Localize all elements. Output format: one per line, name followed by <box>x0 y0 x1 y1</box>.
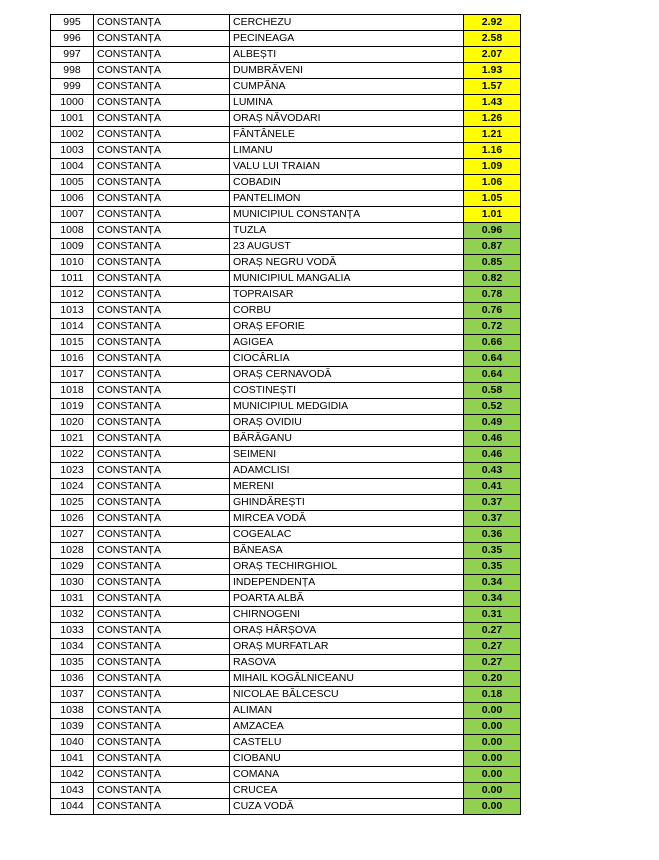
locality-cell: CUMPĂNA <box>230 79 464 95</box>
county-cell: CONSTANȚA <box>94 127 230 143</box>
county-cell: CONSTANȚA <box>94 575 230 591</box>
score-cell: 0.46 <box>464 447 521 463</box>
table-row <box>51 607 521 623</box>
row-number-cell: 1022 <box>51 447 94 463</box>
score-cell: 0.27 <box>464 623 521 639</box>
row-number-cell: 1027 <box>51 527 94 543</box>
locality-cell: COGEALAC <box>230 527 464 543</box>
locality-cell: MUNICIPIUL MEDGIDIA <box>230 399 464 415</box>
table-row <box>51 431 521 447</box>
table-row <box>51 47 521 63</box>
score-cell: 0.27 <box>464 655 521 671</box>
table-row <box>51 223 521 239</box>
locality-cell: ALBEȘTI <box>230 47 464 63</box>
county-cell: CONSTANȚA <box>94 143 230 159</box>
table-row <box>51 287 521 303</box>
row-number-cell: 1000 <box>51 95 94 111</box>
locality-cell: CUZA VODĂ <box>230 799 464 815</box>
table-row <box>51 383 521 399</box>
score-cell: 1.09 <box>464 159 521 175</box>
county-cell: CONSTANȚA <box>94 111 230 127</box>
row-number-cell: 1034 <box>51 639 94 655</box>
score-cell: 0.64 <box>464 367 521 383</box>
row-number-cell: 1003 <box>51 143 94 159</box>
row-number-cell: 1012 <box>51 287 94 303</box>
row-number-cell: 1024 <box>51 479 94 495</box>
row-number-cell: 1031 <box>51 591 94 607</box>
county-cell: CONSTANȚA <box>94 703 230 719</box>
score-cell: 0.87 <box>464 239 521 255</box>
row-number-cell: 1015 <box>51 335 94 351</box>
table-row <box>51 559 521 575</box>
county-cell: CONSTANȚA <box>94 783 230 799</box>
score-cell: 0.00 <box>464 703 521 719</box>
county-cell: CONSTANȚA <box>94 15 230 31</box>
score-cell: 0.00 <box>464 799 521 815</box>
locality-cell: ORAȘ NEGRU VODĂ <box>230 255 464 271</box>
score-cell: 0.85 <box>464 255 521 271</box>
table-row <box>51 63 521 79</box>
row-number-cell: 998 <box>51 63 94 79</box>
table-row <box>51 351 521 367</box>
score-cell: 0.31 <box>464 607 521 623</box>
table-row <box>51 799 521 815</box>
row-number-cell: 1002 <box>51 127 94 143</box>
row-number-cell: 996 <box>51 31 94 47</box>
locality-cell: PANTELIMON <box>230 191 464 207</box>
table-row <box>51 751 521 767</box>
row-number-cell: 997 <box>51 47 94 63</box>
county-cell: CONSTANȚA <box>94 31 230 47</box>
table-row <box>51 735 521 751</box>
table-row <box>51 367 521 383</box>
county-cell: CONSTANȚA <box>94 655 230 671</box>
table-row <box>51 191 521 207</box>
score-cell: 0.34 <box>464 591 521 607</box>
score-cell: 0.35 <box>464 559 521 575</box>
locality-cell: FÂNTÂNELE <box>230 127 464 143</box>
score-cell: 1.01 <box>464 207 521 223</box>
table-row <box>51 399 521 415</box>
locality-cell: MUNICIPIUL MANGALIA <box>230 271 464 287</box>
locality-cell: CHIRNOGENI <box>230 607 464 623</box>
ranking-table <box>50 14 521 815</box>
county-cell: CONSTANȚA <box>94 159 230 175</box>
row-number-cell: 1017 <box>51 367 94 383</box>
locality-cell: 23 AUGUST <box>230 239 464 255</box>
locality-cell: NICOLAE BĂLCESCU <box>230 687 464 703</box>
county-cell: CONSTANȚA <box>94 751 230 767</box>
county-cell: CONSTANȚA <box>94 543 230 559</box>
score-cell: 0.37 <box>464 511 521 527</box>
table-row <box>51 511 521 527</box>
row-number-cell: 1014 <box>51 319 94 335</box>
county-cell: CONSTANȚA <box>94 63 230 79</box>
county-cell: CONSTANȚA <box>94 255 230 271</box>
locality-cell: SEIMENI <box>230 447 464 463</box>
table-row <box>51 495 521 511</box>
row-number-cell: 1007 <box>51 207 94 223</box>
table-row <box>51 543 521 559</box>
row-number-cell: 1020 <box>51 415 94 431</box>
table-row <box>51 463 521 479</box>
county-cell: CONSTANȚA <box>94 207 230 223</box>
locality-cell: CERCHEZU <box>230 15 464 31</box>
table-row <box>51 687 521 703</box>
table-row <box>51 671 521 687</box>
locality-cell: VALU LUI TRAIAN <box>230 159 464 175</box>
score-cell: 1.57 <box>464 79 521 95</box>
row-number-cell: 1043 <box>51 783 94 799</box>
table-row <box>51 479 521 495</box>
row-number-cell: 1038 <box>51 703 94 719</box>
row-number-cell: 1013 <box>51 303 94 319</box>
locality-cell: COMANA <box>230 767 464 783</box>
row-number-cell: 1036 <box>51 671 94 687</box>
county-cell: CONSTANȚA <box>94 47 230 63</box>
score-cell: 1.06 <box>464 175 521 191</box>
row-number-cell: 1016 <box>51 351 94 367</box>
locality-cell: CRUCEA <box>230 783 464 799</box>
county-cell: CONSTANȚA <box>94 351 230 367</box>
score-cell: 1.16 <box>464 143 521 159</box>
table-row <box>51 271 521 287</box>
row-number-cell: 1033 <box>51 623 94 639</box>
score-cell: 0.78 <box>464 287 521 303</box>
locality-cell: COSTINEȘTI <box>230 383 464 399</box>
score-cell: 2.07 <box>464 47 521 63</box>
locality-cell: MIRCEA VODĂ <box>230 511 464 527</box>
locality-cell: MIHAIL KOGĂLNICEANU <box>230 671 464 687</box>
locality-cell: ORAȘ NĂVODARI <box>230 111 464 127</box>
locality-cell: INDEPENDENȚA <box>230 575 464 591</box>
table-row <box>51 15 521 31</box>
county-cell: CONSTANȚA <box>94 607 230 623</box>
locality-cell: CASTELU <box>230 735 464 751</box>
score-cell: 0.46 <box>464 431 521 447</box>
row-number-cell: 1021 <box>51 431 94 447</box>
score-cell: 0.66 <box>464 335 521 351</box>
row-number-cell: 1041 <box>51 751 94 767</box>
row-number-cell: 1030 <box>51 575 94 591</box>
row-number-cell: 1001 <box>51 111 94 127</box>
county-cell: CONSTANȚA <box>94 639 230 655</box>
locality-cell: MERENI <box>230 479 464 495</box>
county-cell: CONSTANȚA <box>94 223 230 239</box>
county-cell: CONSTANȚA <box>94 671 230 687</box>
score-cell: 2.92 <box>464 15 521 31</box>
county-cell: CONSTANȚA <box>94 447 230 463</box>
locality-cell: LIMANU <box>230 143 464 159</box>
row-number-cell: 1028 <box>51 543 94 559</box>
county-cell: CONSTANȚA <box>94 175 230 191</box>
locality-cell: BĂRĂGANU <box>230 431 464 447</box>
row-number-cell: 1009 <box>51 239 94 255</box>
county-cell: CONSTANȚA <box>94 287 230 303</box>
locality-cell: CIOBANU <box>230 751 464 767</box>
county-cell: CONSTANȚA <box>94 383 230 399</box>
score-cell: 0.00 <box>464 767 521 783</box>
table-row <box>51 255 521 271</box>
table-row <box>51 591 521 607</box>
row-number-cell: 1023 <box>51 463 94 479</box>
score-cell: 0.00 <box>464 735 521 751</box>
locality-cell: ORAȘ CERNAVODĂ <box>230 367 464 383</box>
county-cell: CONSTANȚA <box>94 95 230 111</box>
locality-cell: RASOVA <box>230 655 464 671</box>
row-number-cell: 1008 <box>51 223 94 239</box>
row-number-cell: 1029 <box>51 559 94 575</box>
score-cell: 0.96 <box>464 223 521 239</box>
score-cell: 0.34 <box>464 575 521 591</box>
table-row <box>51 303 521 319</box>
locality-cell: ORAȘ TECHIRGHIOL <box>230 559 464 575</box>
row-number-cell: 1006 <box>51 191 94 207</box>
score-cell: 1.26 <box>464 111 521 127</box>
row-number-cell: 1019 <box>51 399 94 415</box>
table-row <box>51 623 521 639</box>
row-number-cell: 1018 <box>51 383 94 399</box>
score-cell: 0.64 <box>464 351 521 367</box>
row-number-cell: 1040 <box>51 735 94 751</box>
locality-cell: BĂNEASA <box>230 543 464 559</box>
table-row <box>51 79 521 95</box>
locality-cell: ORAȘ EFORIE <box>230 319 464 335</box>
score-cell: 1.93 <box>464 63 521 79</box>
score-cell: 2.58 <box>464 31 521 47</box>
county-cell: CONSTANȚA <box>94 559 230 575</box>
score-cell: 0.37 <box>464 495 521 511</box>
county-cell: CONSTANȚA <box>94 479 230 495</box>
table-row <box>51 655 521 671</box>
county-cell: CONSTANȚA <box>94 79 230 95</box>
table-row <box>51 207 521 223</box>
county-cell: CONSTANȚA <box>94 319 230 335</box>
county-cell: CONSTANȚA <box>94 591 230 607</box>
table-body <box>51 15 521 815</box>
locality-cell: TUZLA <box>230 223 464 239</box>
table-row <box>51 143 521 159</box>
table-row <box>51 95 521 111</box>
table-row <box>51 31 521 47</box>
locality-cell: MUNICIPIUL CONSTANȚA <box>230 207 464 223</box>
score-cell: 0.58 <box>464 383 521 399</box>
row-number-cell: 1005 <box>51 175 94 191</box>
county-cell: CONSTANȚA <box>94 239 230 255</box>
score-cell: 0.49 <box>464 415 521 431</box>
locality-cell: CIOCÂRLIA <box>230 351 464 367</box>
county-cell: CONSTANȚA <box>94 719 230 735</box>
table-row <box>51 239 521 255</box>
county-cell: CONSTANȚA <box>94 335 230 351</box>
row-number-cell: 1004 <box>51 159 94 175</box>
table-row <box>51 335 521 351</box>
table-row <box>51 127 521 143</box>
locality-cell: POARTA ALBĂ <box>230 591 464 607</box>
table-row <box>51 719 521 735</box>
row-number-cell: 995 <box>51 15 94 31</box>
table-row <box>51 639 521 655</box>
table-row <box>51 783 521 799</box>
score-cell: 0.72 <box>464 319 521 335</box>
table-row <box>51 111 521 127</box>
score-cell: 0.36 <box>464 527 521 543</box>
row-number-cell: 1037 <box>51 687 94 703</box>
county-cell: CONSTANȚA <box>94 271 230 287</box>
county-cell: CONSTANȚA <box>94 415 230 431</box>
locality-cell: LUMINA <box>230 95 464 111</box>
row-number-cell: 1039 <box>51 719 94 735</box>
county-cell: CONSTANȚA <box>94 495 230 511</box>
table-row <box>51 767 521 783</box>
table-row <box>51 447 521 463</box>
table-row <box>51 575 521 591</box>
locality-cell: PECINEAGA <box>230 31 464 47</box>
county-cell: CONSTANȚA <box>94 767 230 783</box>
locality-cell: ORAȘ HÂRȘOVA <box>230 623 464 639</box>
locality-cell: ALIMAN <box>230 703 464 719</box>
score-cell: 0.00 <box>464 783 521 799</box>
row-number-cell: 999 <box>51 79 94 95</box>
score-cell: 0.00 <box>464 751 521 767</box>
score-cell: 0.00 <box>464 719 521 735</box>
row-number-cell: 1026 <box>51 511 94 527</box>
table-row <box>51 703 521 719</box>
locality-cell: AGIGEA <box>230 335 464 351</box>
locality-cell: COBADIN <box>230 175 464 191</box>
county-cell: CONSTANȚA <box>94 527 230 543</box>
score-cell: 0.18 <box>464 687 521 703</box>
score-cell: 0.76 <box>464 303 521 319</box>
table-row <box>51 415 521 431</box>
table-row <box>51 159 521 175</box>
county-cell: CONSTANȚA <box>94 687 230 703</box>
row-number-cell: 1010 <box>51 255 94 271</box>
row-number-cell: 1042 <box>51 767 94 783</box>
county-cell: CONSTANȚA <box>94 367 230 383</box>
locality-cell: ADAMCLISI <box>230 463 464 479</box>
row-number-cell: 1044 <box>51 799 94 815</box>
score-cell: 0.41 <box>464 479 521 495</box>
row-number-cell: 1035 <box>51 655 94 671</box>
row-number-cell: 1032 <box>51 607 94 623</box>
score-cell: 0.35 <box>464 543 521 559</box>
locality-cell: DUMBRĂVENI <box>230 63 464 79</box>
score-cell: 1.21 <box>464 127 521 143</box>
score-cell: 1.43 <box>464 95 521 111</box>
table-row <box>51 527 521 543</box>
locality-cell: CORBU <box>230 303 464 319</box>
score-cell: 0.20 <box>464 671 521 687</box>
score-cell: 0.43 <box>464 463 521 479</box>
county-cell: CONSTANȚA <box>94 463 230 479</box>
score-cell: 1.05 <box>464 191 521 207</box>
score-cell: 0.52 <box>464 399 521 415</box>
locality-cell: AMZACEA <box>230 719 464 735</box>
county-cell: CONSTANȚA <box>94 623 230 639</box>
county-cell: CONSTANȚA <box>94 303 230 319</box>
score-cell: 0.82 <box>464 271 521 287</box>
county-cell: CONSTANȚA <box>94 511 230 527</box>
county-cell: CONSTANȚA <box>94 431 230 447</box>
county-cell: CONSTANȚA <box>94 191 230 207</box>
locality-cell: ORAȘ OVIDIU <box>230 415 464 431</box>
table-row <box>51 175 521 191</box>
row-number-cell: 1025 <box>51 495 94 511</box>
locality-cell: ORAȘ MURFATLAR <box>230 639 464 655</box>
county-cell: CONSTANȚA <box>94 799 230 815</box>
row-number-cell: 1011 <box>51 271 94 287</box>
locality-cell: TOPRAISAR <box>230 287 464 303</box>
locality-cell: GHINDĂREȘTI <box>230 495 464 511</box>
county-cell: CONSTANȚA <box>94 735 230 751</box>
table-row <box>51 319 521 335</box>
county-cell: CONSTANȚA <box>94 399 230 415</box>
score-cell: 0.27 <box>464 639 521 655</box>
